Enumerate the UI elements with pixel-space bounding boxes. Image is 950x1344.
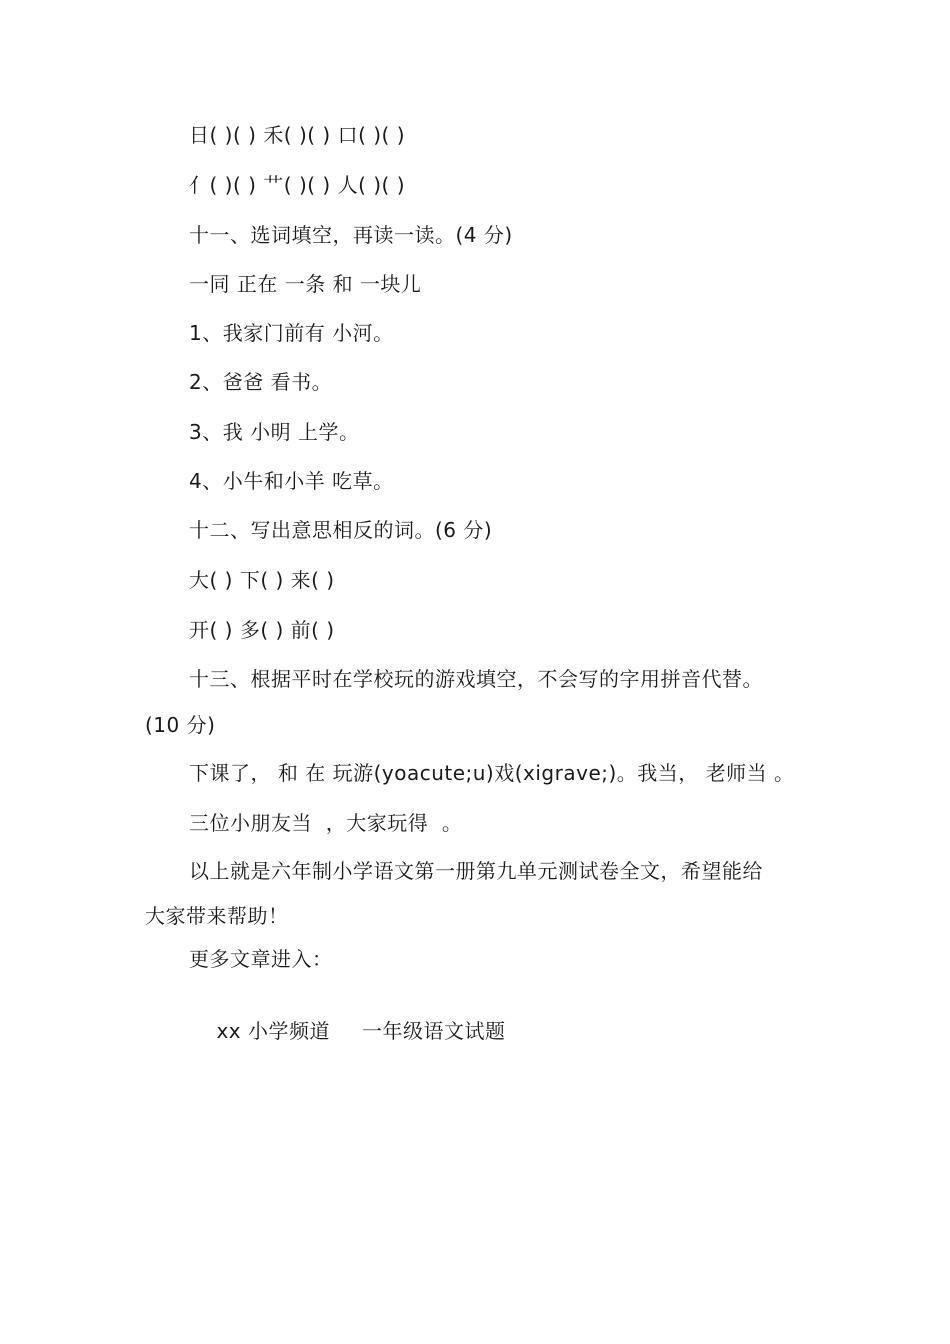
fill-sentence-3: 3、我 小明 上学。 bbox=[189, 420, 360, 444]
closing-paragraph-line-1: 以上就是六年制小学语文第一册第九单元测试卷全文，希望能给 bbox=[189, 859, 763, 883]
radical-row-2: 亻( )( ) 艹( )( ) 人( )( ) bbox=[189, 173, 405, 197]
related-links bbox=[189, 992, 505, 1070]
section-11-heading: 十一、选词填空，再读一读。(4 分) bbox=[189, 223, 513, 247]
fill-sentence-4: 4、小牛和小羊 吃草。 bbox=[189, 469, 394, 493]
game-sentence-1: 下课了， 和 在 玩游(yoacute;u)戏(xigrave;)。我当， 老师当 。 bbox=[189, 761, 795, 785]
more-articles-label: 更多文章进入： bbox=[189, 947, 333, 971]
antonym-row-2: 开( ) 多( ) 前( ) bbox=[189, 618, 335, 642]
game-sentence-2: 三位小朋友当 ，大家玩得 。 bbox=[189, 811, 463, 835]
section-12-heading: 十二、写出意思相反的词。(6 分) bbox=[189, 518, 493, 542]
fill-sentence-1: 1、我家门前有 小河。 bbox=[189, 321, 394, 345]
primary-channel-link[interactable]: xx 小学频道 bbox=[216, 1019, 330, 1043]
closing-paragraph-line-2: 大家带来帮助！ bbox=[145, 904, 289, 928]
fill-sentence-2: 2、爸爸 看书。 bbox=[189, 370, 333, 394]
grade-one-chinese-tests-link[interactable]: 一年级语文试题 bbox=[361, 1019, 506, 1043]
antonym-row-1: 大( ) 下( ) 来( ) bbox=[189, 568, 335, 592]
section-13-heading: 十三、根据平时在学校玩的游戏填空，不会写的字用拼音代替。 bbox=[189, 667, 763, 691]
word-bank: 一同 正在 一条 和 一块儿 bbox=[189, 272, 422, 296]
section-13-score: (10 分) bbox=[145, 713, 216, 737]
radical-row-1: 日( )( ) 禾( )( ) 口( )( ) bbox=[189, 123, 405, 147]
